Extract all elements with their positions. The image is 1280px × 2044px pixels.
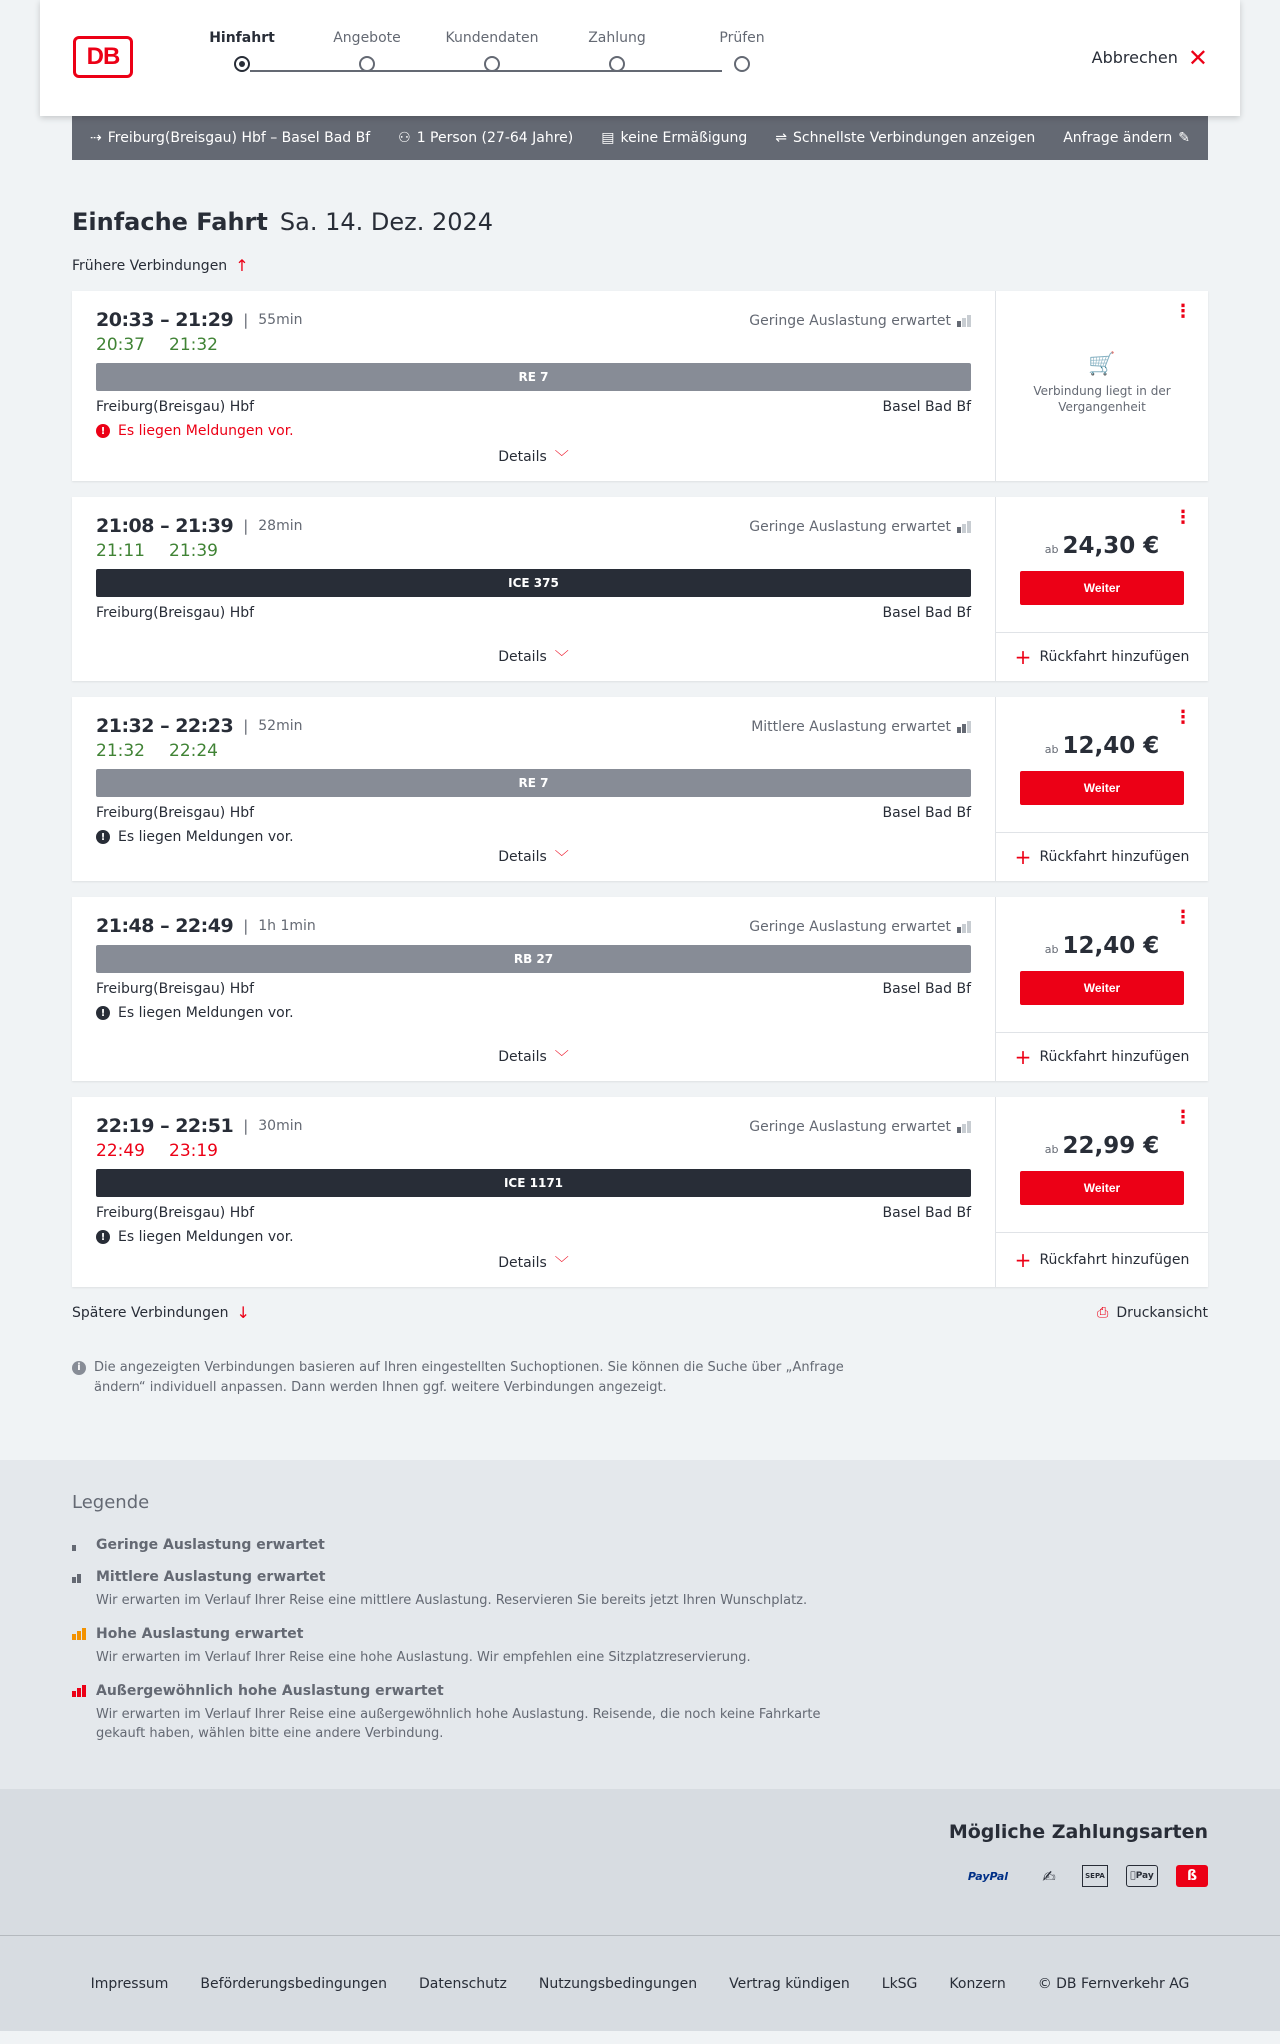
site-footer [0,1935,1280,2031]
legend-head [72,1537,1208,1553]
train-bar[interactable]: RE 7 [96,769,971,797]
alert-icon: ! [96,1230,110,1244]
occupancy-level-icon [72,1628,88,1640]
legend-items [72,1537,1208,1743]
search-info-note [72,1358,872,1398]
continue-button[interactable]: Weiter [1020,971,1184,1005]
pencil-icon: ✎ [1178,130,1190,146]
details-toggle[interactable] [72,1047,995,1067]
offer-panel [996,1097,1208,1287]
occupancy-level-icon [72,1685,88,1697]
separator: | [243,917,249,935]
continue-button[interactable]: Weiter [1020,1171,1184,1205]
price [1045,533,1160,559]
cancel-button[interactable] [1091,43,1208,72]
legend-label: Außergewöhnlich hohe Auslastung erwartet [96,1683,444,1699]
db-paydirekt-icon: ß [1176,1865,1208,1887]
price-value: 22,99 € [1062,1133,1160,1159]
step-zahlung [557,30,677,72]
plus-icon: + [1014,1045,1032,1069]
notice-text: Es liegen Meldungen vor. [118,423,294,439]
stations-row [96,805,971,821]
return-label: Rückfahrt hinzufügen [1039,849,1190,865]
alert-icon: ! [96,424,110,438]
connection-list [72,291,1208,1287]
chevron-down-icon: ﹀ [554,450,569,466]
legend-item [72,1569,1208,1610]
db-logo[interactable]: DB [73,36,133,78]
connection-details [72,1097,996,1287]
notice-message[interactable] [96,423,971,439]
add-return-trip-button[interactable] [996,1233,1208,1287]
occupancy-label: Mittlere Auslastung erwartet [751,719,951,735]
details-label: Details [498,449,547,465]
payment-methods [0,1789,1280,1935]
later-label: Spätere Verbindungen [72,1304,229,1321]
chevron-down-icon: ﹀ [554,650,569,666]
occupancy-info [749,1119,971,1135]
occupancy-info [749,919,971,935]
return-label: Rückfahrt hinzufügen [1039,1252,1190,1268]
occupancy-icon [957,315,971,327]
notice-text: Es liegen Meldungen vor. [118,1229,294,1245]
arrival-station: Basel Bad Bf [882,605,971,621]
price [1045,1133,1160,1159]
occupancy-icon [957,1121,971,1133]
plus-icon: + [1014,1248,1032,1272]
notice-text: Es liegen Meldungen vor. [118,829,294,845]
legend-head [72,1683,1208,1699]
occupancy-level-icon [72,1539,88,1551]
occupancy-label: Geringe Auslastung erwartet [749,519,951,535]
realtime-times [96,741,971,761]
offer-panel [996,897,1208,1081]
connection-details [72,497,996,681]
spacer [96,621,971,645]
step-angebote [307,30,427,72]
page-title [72,208,1208,236]
trip-date: Sa. 14. Dez. 2024 [279,208,494,236]
legend-description: Wir erwarten im Verlauf Ihrer Reise eine hohe Auslastung. Wir empfehlen eine Sitzplatzreservierung. [96,1650,751,1665]
price-prefix: ab [1044,943,1059,956]
connection-details [72,897,996,1081]
arrow-down-icon: ↓ [236,1303,250,1322]
query-summary-bar [72,116,1208,160]
legend-description: Wir erwarten im Verlauf Ihrer Reise eine mittlere Auslastung. Reservieren Sie bereits jetzt Ihren Wunschplatz. [96,1593,808,1608]
step-dot [484,56,500,72]
legend-description: Wir erwarten im Verlauf Ihrer Reise eine außergewöhnlich hohe Auslastung. Reisende, die noch keine Fahrkarte gekauft haben, wählen bitte eine andere Verbindung. [96,1707,821,1741]
occupancy-label: Geringe Auslastung erwartet [749,1119,951,1135]
step-label: Kundendaten [445,30,539,46]
paypal-icon: PayPal [967,1869,1009,1883]
planned-times: 22:19 – 22:51 [96,1115,234,1137]
discount-summary [601,130,747,146]
duration: 30min [258,1118,303,1134]
occupancy-icon [957,721,971,733]
realtime-departure: 21:11 [96,541,145,561]
arrival-station: Basel Bad Bf [882,981,971,997]
stations-row [96,399,971,415]
offer-panel [996,291,1208,481]
step-dot [734,56,750,72]
occupancy-icon [957,521,971,533]
step-label: Angebote [333,30,401,46]
add-return-trip-button[interactable] [996,1033,1208,1081]
legend-label: Hohe Auslastung erwartet [96,1626,304,1642]
price [1045,733,1160,759]
details-toggle[interactable] [72,447,995,467]
connection-details [72,291,996,481]
arrow-up-icon: ↑ [235,256,249,275]
footer-link[interactable]: Beförderungsbedingungen [200,1975,387,1992]
alert-icon: ! [96,830,110,844]
add-return-trip-button[interactable] [996,633,1208,681]
continue-button[interactable]: Weiter [1020,571,1184,605]
details-label: Details [498,649,547,665]
details-toggle[interactable] [72,1253,995,1273]
more-options-icon[interactable]: ⋮ [1174,707,1192,728]
price-prefix: ab [1044,1143,1059,1156]
planned-times: 21:48 – 22:49 [96,915,234,937]
departure-station: Freiburg(Breisgau) Hbf [96,1205,255,1221]
past-text: Verbindung liegt in der Vergangenheit [1033,384,1171,414]
return-label: Rückfahrt hinzufügen [1039,1049,1190,1065]
occupancy-label: Geringe Auslastung erwartet [749,313,951,329]
info-text: Die angezeigten Verbindungen basieren auf Ihren eingestellten Suchoptionen. Sie können die Suche über „Anfrage ändern“ individuell anpassen. Dann werden Ihnen ggf. weitere Verbindungen angezeigt. [94,1360,844,1395]
footer-link[interactable]: Konzern [949,1975,1006,1992]
price-prefix: ab [1044,743,1059,756]
more-options-icon[interactable]: ⋮ [1174,907,1192,928]
route-text: Freiburg(Breisgau) Hbf – Basel Bad Bf [107,130,371,146]
price-value: 12,40 € [1062,733,1160,759]
step-kundendaten [432,30,552,72]
direct-debit-icon: ✍ [1042,1866,1056,1886]
fastest-text: Schnellste Verbindungen anzeigen [793,130,1036,146]
realtime-arrival: 22:24 [169,741,218,761]
departure-station: Freiburg(Breisgau) Hbf [96,605,255,621]
return-label: Rückfahrt hinzufügen [1039,649,1190,665]
printer-icon: ⎙ [1097,1304,1109,1321]
notice-text: Es liegen Meldungen vor. [118,1005,294,1021]
footer-link[interactable]: Nutzungsbedingungen [538,1975,698,1992]
close-icon: ✕ [1187,43,1208,72]
train-bar[interactable]: ICE 1171 [96,1169,971,1197]
planned-times: 21:32 – 22:23 [96,715,234,737]
separator: | [243,311,249,329]
arrival-station: Basel Bad Bf [882,399,971,415]
realtime-departure: 22:49 [96,1141,145,1161]
duration: 55min [258,312,303,328]
route-summary [90,130,370,146]
person-icon: ⚇ [398,130,411,146]
notice-message[interactable] [96,1005,971,1021]
continue-button[interactable]: Weiter [1020,771,1184,805]
offer-panel [996,697,1208,881]
legend-label: Mittlere Auslastung erwartet [96,1569,326,1585]
stations-row [96,981,971,997]
connection-card [72,497,1208,681]
realtime-arrival: 21:32 [169,335,218,355]
train-bar[interactable]: RE 7 [96,363,971,391]
more-options-icon[interactable]: ⋮ [1174,1107,1192,1128]
step-label: Zahlung [588,30,646,46]
price [1045,933,1160,959]
route-arrow-icon: ⇢ [90,130,102,146]
more-options-icon[interactable]: ⋮ [1174,301,1192,322]
connection-card [72,1097,1208,1287]
occupancy-info [749,519,971,535]
chevron-down-icon: ﹀ [554,1050,569,1066]
step-hinfahrt [182,30,302,72]
departure-station: Freiburg(Breisgau) Hbf [96,981,255,997]
step-label: Hinfahrt [209,30,275,46]
plus-icon: + [1014,845,1032,869]
price-prefix: ab [1044,543,1059,556]
details-label: Details [498,849,547,865]
step-label: Prüfen [719,30,765,46]
passenger-text: 1 Person (27-64 Jahre) [416,130,574,146]
plus-icon: + [1014,645,1032,669]
arrival-station: Basel Bad Bf [882,1205,971,1221]
footer-link[interactable]: Datenschutz [418,1975,507,1992]
realtime-arrival: 23:19 [169,1141,218,1161]
footer-link[interactable]: LkSG [881,1975,918,1992]
duration: 28min [258,518,303,534]
details-toggle[interactable] [72,847,995,867]
price-value: 24,30 € [1062,533,1160,559]
trip-type: Einfache Fahrt [72,208,268,236]
legend-item [72,1683,1208,1743]
train-bar[interactable]: RB 27 [96,945,971,973]
planned-times: 20:33 – 21:29 [96,309,234,331]
discount-text: keine Ermäßigung [620,130,748,146]
more-options-icon[interactable]: ⋮ [1174,507,1192,528]
payment-icons [960,1865,1208,1887]
chevron-down-icon: ﹀ [554,1256,569,1272]
realtime-departure: 21:32 [96,741,145,761]
occupancy-info [751,719,971,735]
realtime-departure: 20:37 [96,335,145,355]
legend-item [72,1626,1208,1667]
step-pruefen [682,30,802,72]
footer-link[interactable]: Vertrag kündigen [729,1975,850,1992]
realtime-arrival: 21:39 [169,541,218,561]
connection-card [72,291,1208,481]
later-connections-link[interactable] [72,1303,250,1322]
change-text: Anfrage ändern [1063,130,1173,146]
legend-item [72,1537,1208,1553]
notice-message[interactable] [96,1229,971,1245]
footer-link[interactable]: Impressum [90,1975,169,1992]
chevron-down-icon: ﹀ [554,850,569,866]
train-bar[interactable]: ICE 375 [96,569,971,597]
booking-header [40,0,1240,116]
step-dot [609,56,625,72]
notice-message[interactable] [96,829,971,845]
duration: 52min [258,718,303,734]
arrival-station: Basel Bad Bf [882,805,971,821]
stations-row [96,1205,971,1221]
occupancy-info [749,313,971,329]
fastest-connections-toggle[interactable] [775,130,1035,146]
copyright: © DB Fernverkehr AG [1037,1975,1190,1992]
cart-unavailable-icon: 🛒 [1088,352,1116,377]
step-dot [359,56,375,72]
offer-panel [996,497,1208,681]
separator: | [243,1117,249,1135]
legend-head [72,1626,1208,1642]
duration: 1h 1min [258,918,316,934]
legend-head [72,1569,1208,1585]
earlier-connections-link[interactable] [72,256,1208,275]
departure-station: Freiburg(Breisgau) Hbf [96,399,255,415]
apple-pay-icon [1126,1865,1158,1887]
realtime-times [96,541,971,561]
details-label: Details [498,1255,547,1271]
departure-station: Freiburg(Breisgau) Hbf [96,805,255,821]
occupancy-label: Geringe Auslastung erwartet [749,919,951,935]
passenger-summary [398,130,573,146]
card-icon: ▤ [601,130,615,146]
print-label: Druckansicht [1116,1304,1208,1321]
stations-row [96,605,971,621]
apple-pay-text: Pay [1132,1871,1152,1881]
info-icon: i [72,1361,86,1375]
list-footer [72,1303,1208,1322]
legend-label: Geringe Auslastung erwartet [96,1537,325,1553]
alert-icon: ! [96,1006,110,1020]
separator: | [243,717,249,735]
legend-title: Legende [72,1492,150,1513]
progress-steps [180,30,800,90]
add-return-trip-button[interactable] [996,833,1208,881]
legend [0,1460,1280,1789]
realtime-times [96,1141,971,1161]
occupancy-level-icon [72,1571,88,1583]
connection-details [72,697,996,881]
sepa-icon: SEPA [1082,1865,1108,1887]
step-dot-active [234,56,250,72]
occupancy-icon [957,921,971,933]
filter-icon: ⇌ [775,130,788,146]
details-label: Details [498,1049,547,1065]
change-request-button[interactable] [1063,130,1190,146]
separator: | [243,517,249,535]
earlier-label: Frühere Verbindungen [72,257,228,274]
payment-title: Mögliche Zahlungsarten [948,1821,1208,1843]
print-view-link[interactable] [1097,1303,1208,1322]
realtime-times [96,335,971,355]
connection-card [72,897,1208,1081]
connection-card [72,697,1208,881]
planned-times: 21:08 – 21:39 [96,515,234,537]
cancel-label: Abbrechen [1091,48,1178,67]
price-value: 12,40 € [1062,933,1160,959]
details-toggle[interactable] [72,647,995,667]
